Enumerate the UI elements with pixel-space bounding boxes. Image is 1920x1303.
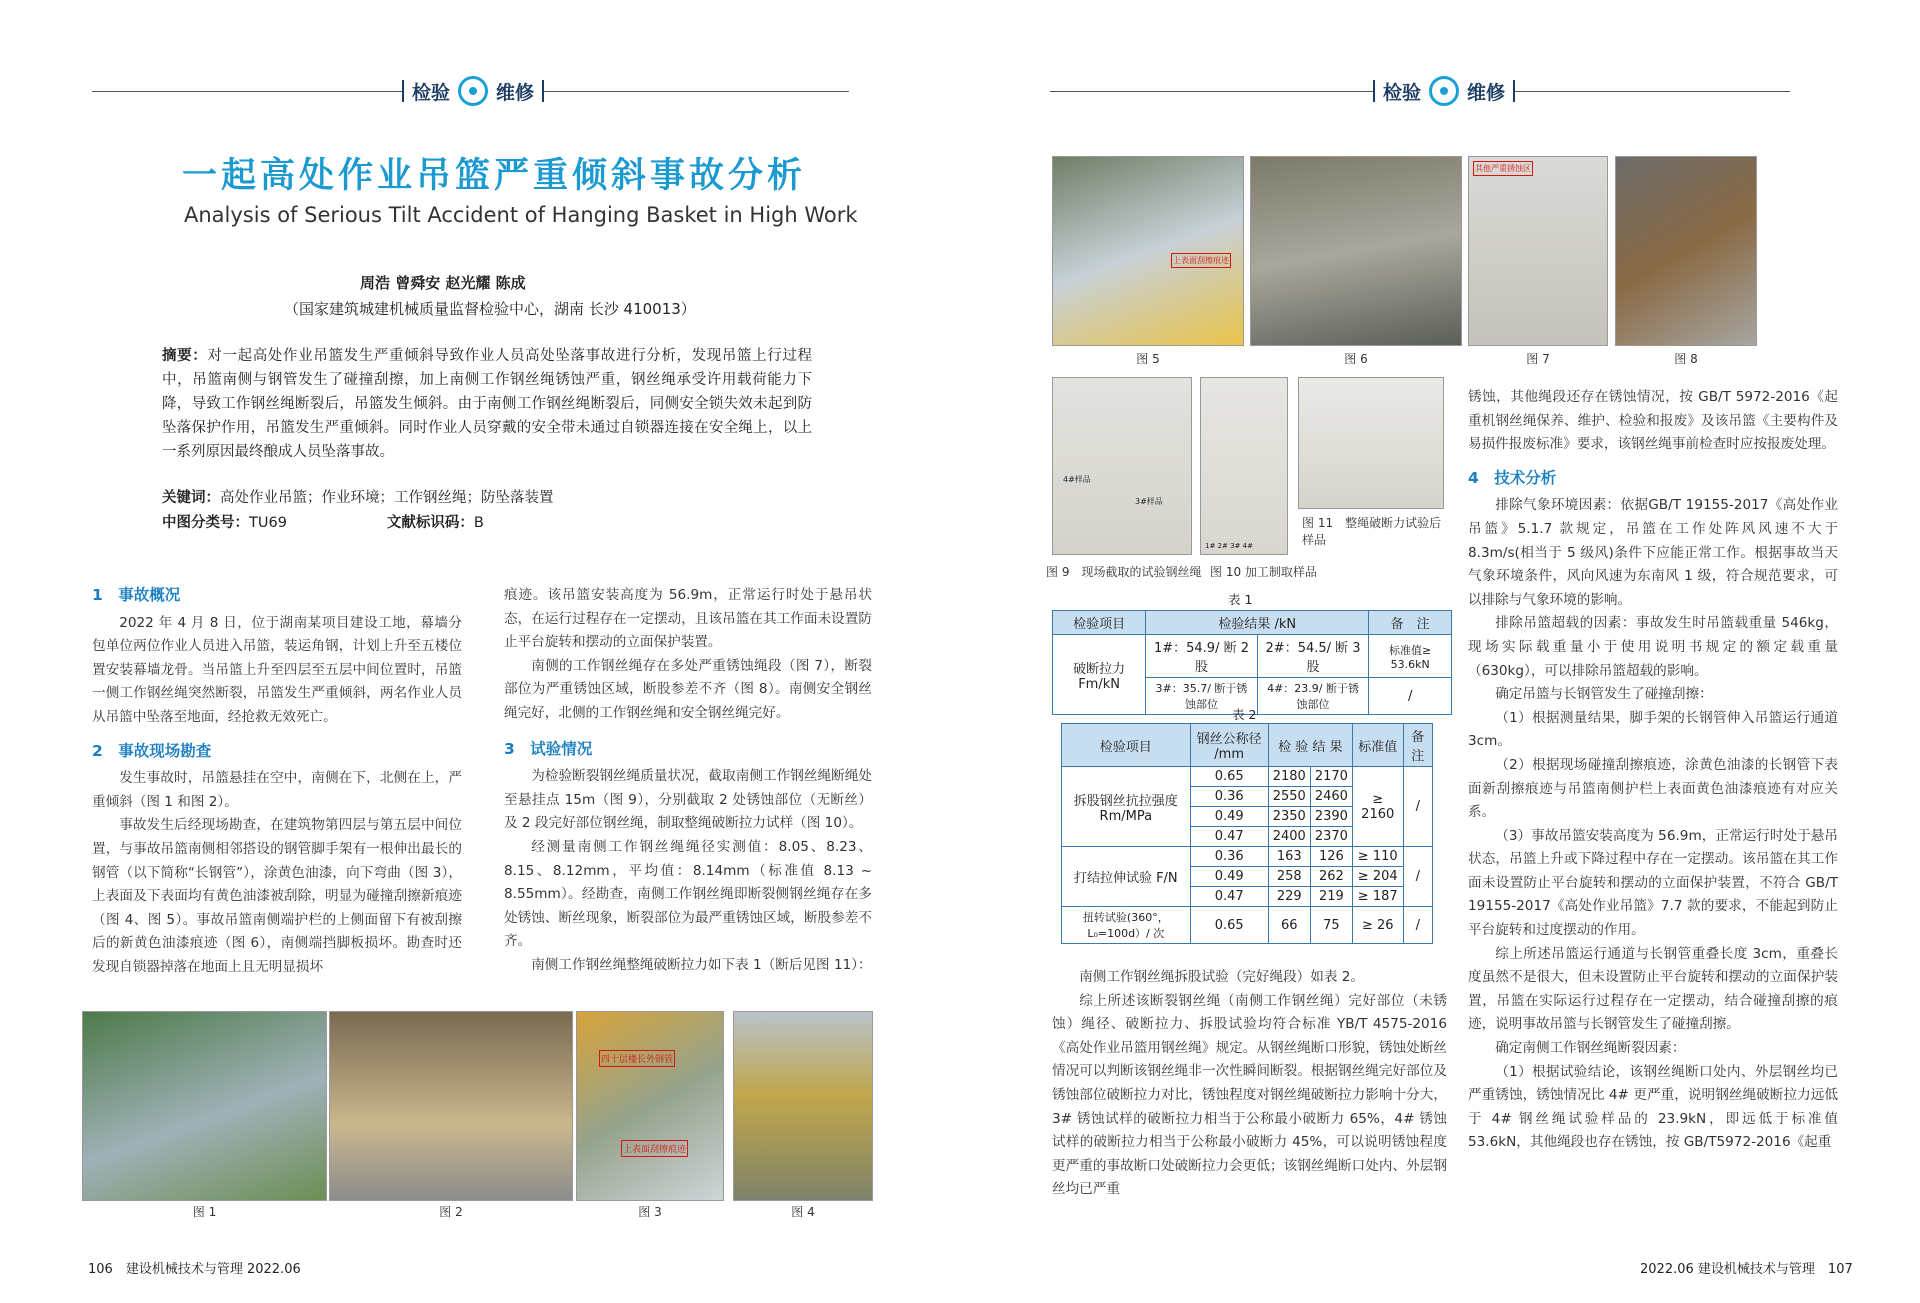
paragraph: 2022 年 4 月 8 日，位于湖南某项目建设工地，幕墙分包单位两位作业人员进入吊篮，装运角钢，计划上升至五楼位置安装幕墙龙骨。当吊篮上升至四层至五层中间位置时，吊篮一侧工作钢丝绳突然断裂，吊篮发生严重倾斜，两名作业人员从吊篮中坠落至地面，经抢救无效死亡。 bbox=[92, 614, 462, 725]
table-cell: ≥ 110 bbox=[1352, 847, 1403, 867]
table-cell: 258 bbox=[1268, 867, 1310, 887]
paragraph: 排除吊篮超载的因素：事故发生时吊篮载重量 546kg，现场实际载重量小于使用说明书规定的额定载重量（630kg），可以排除吊篮超载的影响。 bbox=[1468, 615, 1838, 679]
table-header: 检验结果 /kN bbox=[1146, 611, 1369, 635]
table-cell: ≥ 187 bbox=[1352, 887, 1403, 907]
figure-5-photo bbox=[1052, 156, 1244, 346]
table-cell: 1#：54.9/ 断 2 股 bbox=[1146, 635, 1258, 678]
table-cell: 4#：23.9/ 断于锈蚀部位 bbox=[1257, 678, 1369, 715]
page-number-left: 106 bbox=[88, 1262, 113, 1277]
header-tag-left: 检验 bbox=[412, 81, 451, 104]
table-header: 检验项目 bbox=[1062, 724, 1191, 767]
table-cell: 0.47 bbox=[1190, 827, 1268, 847]
right-page bbox=[960, 0, 1920, 1303]
article-title: 一起高处作业吊篮严重倾斜事故分析 bbox=[182, 156, 807, 196]
table-cell: ≥ 2160 bbox=[1352, 767, 1403, 847]
doc-label: 文献标识码： bbox=[386, 515, 474, 531]
table-cell: 拆股钢丝抗拉强度 Rm/MPa bbox=[1062, 767, 1191, 847]
class-value: TU69 bbox=[249, 515, 287, 531]
figure-7-photo bbox=[1468, 156, 1608, 346]
paragraph: 发生事故时，吊篮悬挂在空中，南侧在下，北侧在上，严重倾斜（图 1 和图 2）。 bbox=[92, 770, 462, 810]
paragraph: 事故发生后经现场勘查，在建筑物第四层与第五层中间位置，与事故吊篮南侧相邻搭设的钢管脚手架有一根伸出最长的钢管（以下简称“长钢管”），涂黄色油漆，向下弯曲（图 3），上表面及下表面均有黄色油漆被刮除，明显为碰撞刮擦新痕迹（图 4、图 5）。事故吊篮南侧端护栏的上侧面留下有被刮擦后的新黄色油漆痕迹（图 6），南侧端挡脚板损坏。勘查时还发现自锁器掉落在地面上且无明显损坏 bbox=[92, 817, 462, 975]
table-cell: 0.49 bbox=[1190, 807, 1268, 827]
figure-10-labels: 1# 2# 3# 4# bbox=[1205, 542, 1253, 550]
table-cell: / bbox=[1403, 767, 1432, 847]
paragraph: 经测量南侧工作钢丝绳绳径实测值：8.05、8.23、8.15、8.12mm，平均值：8.14mm（标准值 8.13 ~ 8.55mm）。经勘查，南侧工作钢丝绳即断裂侧钢丝绳存在多处锈蚀、断丝现象，断裂部位为最严重锈蚀区域，断股参差不齐。 bbox=[504, 838, 872, 950]
doc-value: B bbox=[473, 515, 484, 531]
footer-right bbox=[1640, 1258, 1853, 1277]
table-cell: 0.49 bbox=[1190, 867, 1268, 887]
abstract-text: 对一起高处作业吊篮发生严重倾斜导致作业人员高处坠落事故进行分析，发现吊篮上行过程中，吊篮南侧与钢管发生了碰撞刮擦，加上南侧工作钢丝绳锈蚀严重，钢丝绳承受许用载荷能力下降，导致工作钢丝绳断裂后，吊篮发生倾斜。由于南侧工作钢丝绳断裂后，同侧安全锁失效未起到防坠落保护作用，吊篮发生严重倾斜。同时作业人员穿戴的安全带未通过自锁器连接在安全绳上，以上一系列原因最终酿成人员坠落事故。 bbox=[162, 348, 813, 460]
classification bbox=[162, 511, 484, 532]
table-header: 备注 bbox=[1403, 724, 1432, 767]
table-cell: ≥ 204 bbox=[1352, 867, 1403, 887]
table-cell: 66 bbox=[1268, 907, 1310, 944]
table-cell: ≥ 26 bbox=[1352, 907, 1403, 944]
figure-11-caption: 图 11 整绳破断力试验后样品 bbox=[1302, 516, 1442, 547]
figure-1-photo bbox=[82, 1011, 327, 1201]
paragraph: （1）根据测量结果，脚手架的长钢管伸入吊篮运行通道 3cm。 bbox=[1468, 709, 1838, 750]
paragraph: 南侧工作钢丝绳整绳破断拉力如下表 1（断后见图 11）： bbox=[531, 956, 872, 973]
column-4 bbox=[1468, 386, 1838, 1155]
table-cell: 0.36 bbox=[1190, 787, 1268, 807]
figure-8-caption: 图 8 bbox=[1674, 352, 1698, 366]
table-cell: 破断拉力 Fm/kN bbox=[1053, 635, 1146, 715]
table-cell: / bbox=[1369, 678, 1452, 715]
figure-6-photo bbox=[1250, 156, 1462, 346]
table-cell: 2390 bbox=[1310, 807, 1352, 827]
section-heading-1: 1 事故概况 bbox=[92, 586, 181, 604]
article-subtitle: Analysis of Serious Tilt Accident of Hanging Basket in High Work bbox=[184, 203, 858, 227]
paragraph: 排除气象环境因素：依据GB/T 19155-2017《高处作业吊篮》5.1.7 款规定，吊篮在工作处阵风风速不大于 8.3m/s(相当于 5 级风)条件下应能正常工作。根据事故当天气象环境条件，风向风速为东南风 1 级，符合规范要求，可以排除与气象环境的影响。 bbox=[1468, 497, 1838, 608]
paragraph: 南侧的工作钢丝绳存在多处严重锈蚀绳段（图 7），断裂部位为严重锈蚀区域，断股参差不齐（图 8）。南侧安全钢丝绳完好，北侧的工作钢丝绳和安全钢丝绳完好。 bbox=[504, 657, 872, 721]
paragraph: 确定南侧工作钢丝绳断裂因素： bbox=[1495, 1040, 1686, 1057]
journal-left: 建设机械技术与管理 2022.06 bbox=[125, 1262, 301, 1277]
footer-left bbox=[88, 1258, 301, 1277]
paragraph: 南侧工作钢丝绳拆股试验（完好绳段）如表 2。 bbox=[1079, 969, 1365, 985]
table-cell: 229 bbox=[1268, 887, 1310, 907]
table-header: 标准值 bbox=[1352, 724, 1403, 767]
column-1 bbox=[92, 578, 462, 980]
paragraph: （3）事故吊篮安装高度为 56.9m，正常运行时处于悬吊状态，吊篮上升或下降过程中存在一定摆动。该吊篮在其工作面未设置防止平台旋转和摆动的立面保护装置，不符合 GB/T 19155-2017《高处作业吊篮》7.7 款的要求，不能起到防止平台旋转和过度摆动的作用。 bbox=[1468, 827, 1838, 939]
figure-3-caption: 图 3 bbox=[638, 1205, 662, 1219]
table-cell: 0.36 bbox=[1190, 847, 1268, 867]
table-cell: / bbox=[1403, 907, 1432, 944]
section-heading-3: 3 试验情况 bbox=[504, 739, 593, 758]
figure-10-caption: 图 10 加工制取样品 bbox=[1210, 565, 1317, 579]
section-heading-4: 4 技术分析 bbox=[1468, 468, 1557, 487]
table-cell: 2370 bbox=[1310, 827, 1352, 847]
paragraph: 确定吊篮与长钢管发生了碰撞刮擦： bbox=[1495, 686, 1713, 703]
keywords bbox=[162, 486, 554, 507]
table-header: 检验项目 bbox=[1053, 611, 1146, 635]
abstract bbox=[162, 344, 812, 464]
paragraph: （2）根据现场碰撞刮擦痕迹，涂黄色油漆的长钢管下表面新刮擦痕迹与吊篮南侧护栏上表面黄色油漆痕迹有对应关系。 bbox=[1468, 756, 1838, 821]
table-cell: 2170 bbox=[1310, 767, 1352, 787]
table-cell: 219 bbox=[1310, 887, 1352, 907]
figure-6-caption: 图 6 bbox=[1344, 352, 1368, 366]
figure-9-photo bbox=[1052, 377, 1192, 555]
table-cell: 163 bbox=[1268, 847, 1310, 867]
figure-8-photo bbox=[1615, 156, 1757, 346]
table-cell: 打结拉伸试验 F/N bbox=[1062, 847, 1191, 907]
section-heading-2: 2 事故现场勘查 bbox=[92, 741, 212, 760]
paragraph: （1）根据试验结论，该钢丝绳断口处内、外层钢丝均已严重锈蚀，锈蚀情况比 4# 更严重，说明钢丝绳破断拉力远低于 4# 钢丝绳试验样品的 23.9kN，即远低于标准值 53.6kN，其他绳段也存在锈蚀，按 GB/T5972-2016《起重 bbox=[1468, 1063, 1838, 1151]
table-1-caption: 表 1 bbox=[1228, 592, 1253, 607]
table-cell: 2460 bbox=[1310, 787, 1352, 807]
figure-5-caption: 图 5 bbox=[1136, 352, 1160, 366]
wrench-gear-icon bbox=[1429, 76, 1459, 106]
table-cell: 75 bbox=[1310, 907, 1352, 944]
column-3 bbox=[1052, 966, 1447, 1202]
table-2-caption: 表 2 bbox=[1232, 707, 1257, 722]
table-cell: 2400 bbox=[1268, 827, 1310, 847]
table-cell: 0.65 bbox=[1190, 767, 1268, 787]
table-cell: 0.65 bbox=[1190, 907, 1268, 944]
header-tag-right: 维修 bbox=[1467, 81, 1506, 104]
figure-1-caption: 图 1 bbox=[192, 1205, 217, 1219]
figure-7-caption: 图 7 bbox=[1526, 352, 1550, 366]
page-header-right bbox=[1050, 78, 1840, 104]
paragraph: 痕迹。该吊篮安装高度为 56.9m，正常运行时处于悬吊状态，在运行过程存在一定摆动，且该吊篮在其工作面未设置防止平台旋转和摆动的立面保护装置。 bbox=[504, 587, 872, 651]
keywords-label: 关键词： bbox=[162, 490, 220, 506]
table-2 bbox=[1061, 723, 1433, 944]
figure-2-photo bbox=[329, 1011, 573, 1201]
column-2 bbox=[504, 584, 872, 978]
abstract-label: 摘要： bbox=[162, 348, 208, 364]
figure-9-note-b: 3#样品 bbox=[1135, 497, 1163, 506]
header-tag-right: 维修 bbox=[496, 81, 535, 104]
table-cell: 扭转试验(360°，L₀=100d）/ 次 bbox=[1062, 907, 1191, 944]
paragraph: 综上所述吊篮运行通道与长钢管重叠长度 3cm，重叠长度虽然不是很大，但未设置防止平台旋转和摆动的立面保护装置，吊篮在实际运行过程存在一定摆动，结合碰撞刮擦的痕迹，说明事故吊篮与长钢管发生了碰撞刮擦。 bbox=[1468, 945, 1838, 1033]
paragraph: 锈蚀，其他绳段还存在锈蚀情况，按 GB/T 5972-2016《起重机钢丝绳保养、维护、检验和报废》及该吊篮《主要构件及易损件报废标准》要求，该钢丝绳事前检查时应按报废处理。 bbox=[1468, 389, 1838, 453]
paragraph: 为检验断裂钢丝绳质量状况，截取南侧工作钢丝绳断绳处至悬挂点 15m（图 9），分别截取 2 处锈蚀部位（无断丝）及 2 段完好部位钢丝绳，制取整绳破断拉力试样（图 10）。 bbox=[504, 768, 872, 832]
table-cell: 2350 bbox=[1268, 807, 1310, 827]
table-cell: / bbox=[1403, 847, 1432, 907]
table-cell: 262 bbox=[1310, 867, 1352, 887]
table-header: 钢丝公称径 /mm bbox=[1190, 724, 1268, 767]
figure-11-photo bbox=[1298, 377, 1444, 509]
class-label: 中图分类号： bbox=[162, 515, 249, 531]
figure-4-photo bbox=[733, 1011, 873, 1201]
figure-3-note-a: 四十层楼长外钢管 bbox=[599, 1050, 675, 1067]
figure-9-caption: 图 9 现场截取的试验钢丝绳 bbox=[1046, 565, 1202, 579]
authors: 周浩 曾舜安 赵光耀 陈成 bbox=[360, 274, 526, 292]
table-1 bbox=[1052, 610, 1452, 715]
figure-2-caption: 图 2 bbox=[439, 1205, 463, 1219]
wrench-gear-icon bbox=[458, 76, 488, 106]
affiliation: （国家建筑城建机械质量监督检验中心，湖南 长沙 410013） bbox=[284, 300, 696, 318]
table-header: 备 注 bbox=[1369, 611, 1452, 635]
paragraph: 综上所述该断裂钢丝绳（南侧工作钢丝绳）完好部位（未锈蚀）绳径、破断拉力、拆股试验均符合标准 YB/T 4575-2016《高处作业吊篮用钢丝绳》规定。从钢丝绳断口形貌，锈蚀处断丝情况可以判断该钢丝绳非一次性瞬间断裂。根据钢丝绳完好部位及锈蚀部位破断拉力对比，锈蚀程度对钢丝绳破断拉力影响十分大，3# 锈蚀试样的破断拉力相当于公称最小破断力 65%，4# 锈蚀试样的破断拉力相当于公称最小破断力 45%，可以说明锈蚀程度更严重的事故断口处破断拉力会更低；该钢丝绳断口处内、外层钢丝均已严重 bbox=[1052, 992, 1447, 1198]
table-cell: 3#：35.7/ 断于锈蚀部位 bbox=[1146, 678, 1258, 715]
figure-3-note-b: 上表面刮擦痕迹 bbox=[621, 1140, 688, 1157]
header-tag-left: 检验 bbox=[1383, 81, 1422, 104]
table-cell: 0.47 bbox=[1190, 887, 1268, 907]
table-cell: 2180 bbox=[1268, 767, 1310, 787]
keywords-text: 高处作业吊篮；作业环境；工作钢丝绳；防坠落装置 bbox=[220, 490, 554, 506]
table-cell: 126 bbox=[1310, 847, 1352, 867]
page-number-right: 107 bbox=[1827, 1262, 1853, 1277]
figure-5-note: 上表面刮擦痕迹 bbox=[1171, 253, 1231, 268]
table-cell: 2#：54.5/ 断 3 股 bbox=[1257, 635, 1369, 678]
figure-3-photo bbox=[576, 1011, 724, 1201]
page-header-left bbox=[92, 78, 872, 104]
table-cell: 标准值≥ 53.6kN bbox=[1369, 635, 1452, 678]
table-header: 检 验 结 果 bbox=[1268, 724, 1352, 767]
figure-9-note-a: 4#样品 bbox=[1063, 475, 1091, 484]
figure-10-photo bbox=[1200, 377, 1288, 555]
figure-7-note: 其他严重锈蚀区 bbox=[1473, 161, 1533, 176]
table-cell: 2550 bbox=[1268, 787, 1310, 807]
journal-right: 2022.06 建设机械技术与管理 bbox=[1640, 1262, 1815, 1277]
figure-4-caption: 图 4 bbox=[791, 1205, 815, 1219]
